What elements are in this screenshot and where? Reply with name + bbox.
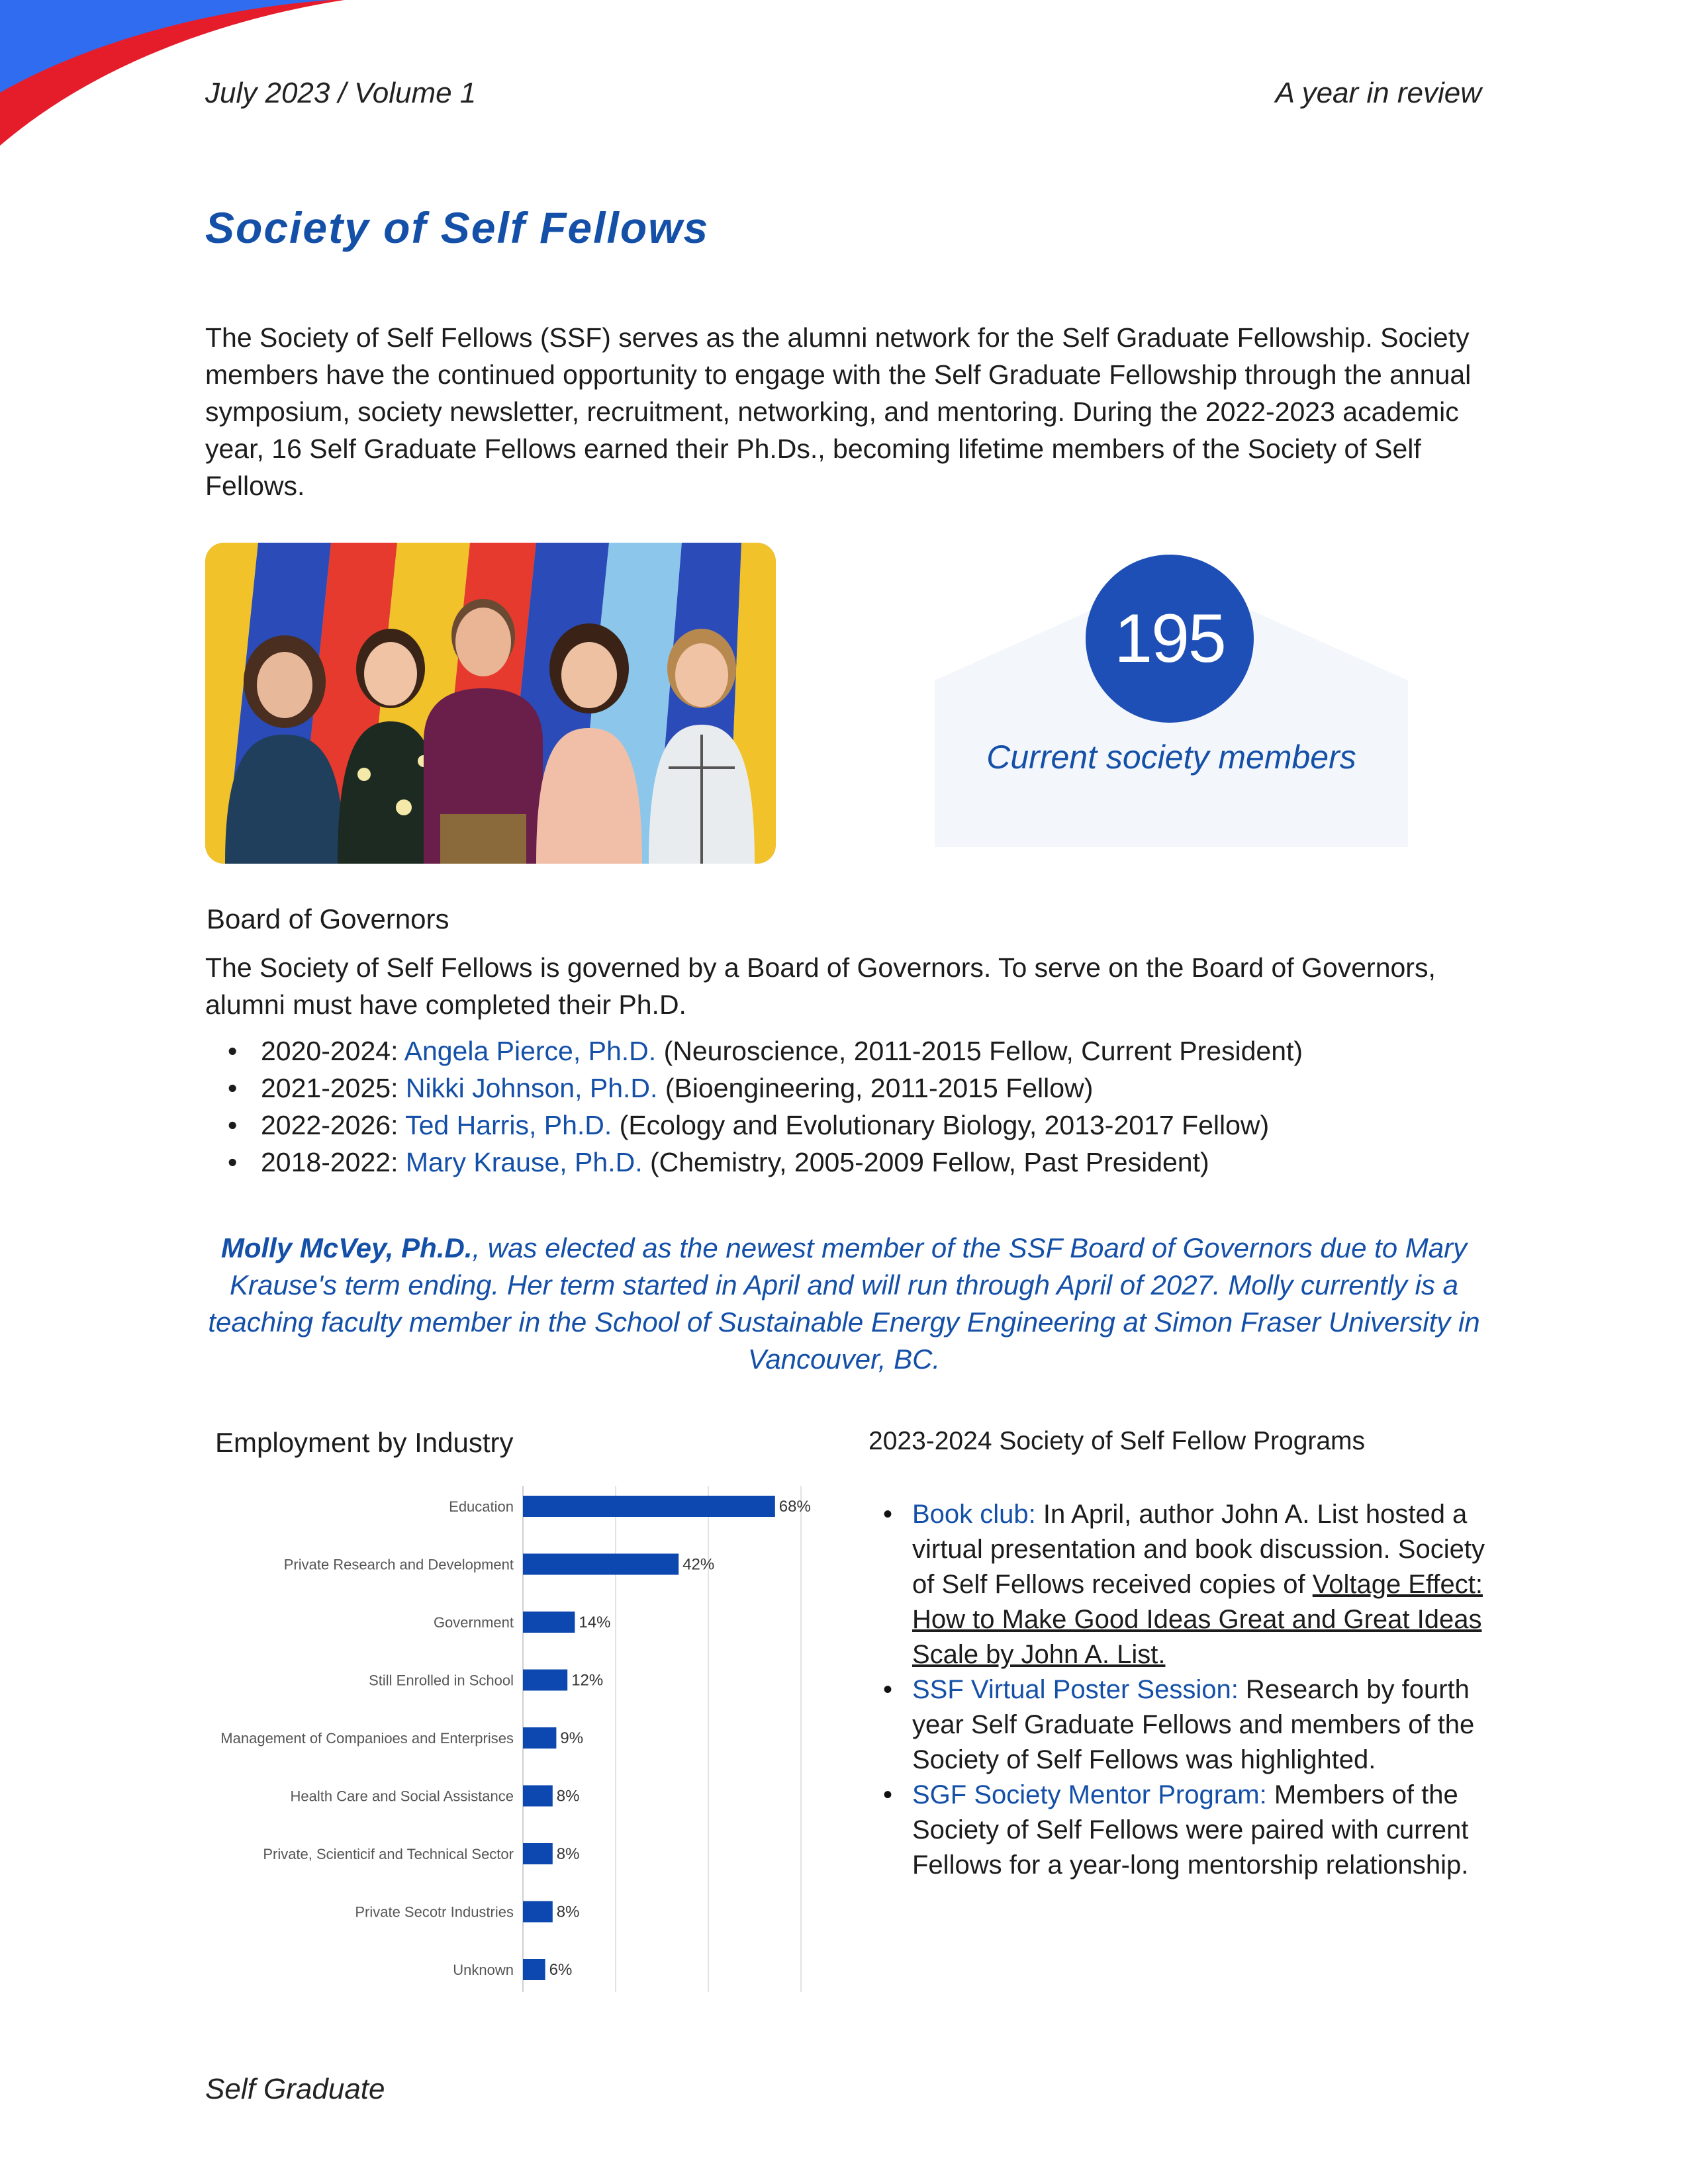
board-member-name: Nikki Johnson, Ph.D. bbox=[405, 1073, 658, 1103]
value-label: 9% bbox=[560, 1729, 584, 1747]
board-member bbox=[261, 1069, 1519, 1107]
member-count-badge: 195 bbox=[1086, 555, 1254, 723]
announcement-name: Molly McVey, Ph.D. bbox=[220, 1232, 473, 1263]
category-label: Health Care and Social Assistance bbox=[290, 1788, 514, 1805]
value-label: 14% bbox=[579, 1614, 611, 1631]
category-label: Still Enrolled in School bbox=[369, 1672, 514, 1689]
book-title: Voltage Effect: How to Make Good Ideas Great and Great Ideas Scale by John A. List. bbox=[912, 1570, 1483, 1669]
program-item bbox=[912, 1778, 1488, 1883]
programs-heading: 2023-2024 Society of Self Fellow Programs bbox=[868, 1427, 1366, 1455]
board-member-term: 2021-2025: bbox=[261, 1073, 406, 1103]
board-member-term: 2018-2022: bbox=[261, 1147, 406, 1177]
issue-tagline: A year in review bbox=[1275, 77, 1481, 109]
group-photo bbox=[205, 543, 776, 864]
board-members-list bbox=[261, 1032, 1519, 1181]
bar bbox=[523, 1670, 567, 1691]
category-label: Private, Scienticif and Technical Sector bbox=[263, 1846, 514, 1862]
announcement-text: , was elected as the newest member of the SSF Board of Governors due to Mary Krause's term ending. Her term started in April and will run through April of 2027. Molly currently is a teaching faculty member in the School of Sustainable Energy Engineering at Simon Fraser University in Vancouver, BC. bbox=[208, 1232, 1480, 1375]
category-label: Education bbox=[449, 1498, 514, 1515]
board-member-detail: (Ecology and Evolutionary Biology, 2013-2017 Fellow) bbox=[612, 1110, 1270, 1140]
programs-list bbox=[912, 1497, 1488, 1883]
issue-date: July 2023 / Volume 1 bbox=[205, 77, 477, 109]
board-member-detail: (Bioengineering, 2011-2015 Fellow) bbox=[657, 1073, 1094, 1103]
board-member-detail: (Neuroscience, 2011-2015 Fellow, Current President) bbox=[656, 1036, 1303, 1066]
value-label: 68% bbox=[778, 1498, 811, 1516]
category-label: Government bbox=[433, 1614, 514, 1631]
board-member-term: 2022-2026: bbox=[261, 1110, 406, 1140]
bar bbox=[523, 1901, 553, 1923]
board-member-name: Angela Pierce, Ph.D. bbox=[404, 1036, 657, 1066]
value-label: 12% bbox=[571, 1671, 604, 1690]
value-label: 8% bbox=[556, 1845, 580, 1863]
category-label: Private Secotr Industries bbox=[355, 1903, 514, 1921]
program-item bbox=[912, 1672, 1488, 1778]
bar bbox=[523, 1727, 556, 1749]
board-member-name: Ted Harris, Ph.D. bbox=[405, 1110, 612, 1140]
program-name: SGF Society Mentor Program: bbox=[912, 1780, 1267, 1809]
employment-chart bbox=[199, 1476, 861, 1992]
bar bbox=[523, 1496, 775, 1517]
category-label: Unknown bbox=[453, 1962, 514, 1978]
board-member bbox=[261, 1032, 1519, 1069]
value-label: 6% bbox=[549, 1961, 573, 1979]
chart-title: Employment by Industry bbox=[215, 1427, 514, 1458]
bar bbox=[523, 1843, 553, 1864]
bar bbox=[523, 1554, 679, 1575]
board-member-term: 2020-2024: bbox=[261, 1036, 404, 1066]
program-name: Book club: bbox=[912, 1500, 1036, 1529]
announcement bbox=[199, 1230, 1489, 1378]
member-count-label: Current society members bbox=[986, 739, 1356, 776]
board-heading: Board of Governors bbox=[207, 903, 449, 934]
board-description: The Society of Self Fellows is governed by a Board of Governors. To serve on the Board of Governors, alumni must have completed their Ph.D. bbox=[205, 952, 1436, 1020]
value-label: 42% bbox=[682, 1555, 715, 1574]
footer: Self Graduate bbox=[205, 2073, 385, 2105]
board-member-name: Mary Krause, Ph.D. bbox=[405, 1147, 643, 1177]
board-member-detail: (Chemistry, 2005-2009 Fellow, Past President) bbox=[642, 1147, 1209, 1177]
category-label: Management of Companioes and Enterprises bbox=[220, 1730, 514, 1747]
bar bbox=[523, 1786, 553, 1807]
program-name: SSF Virtual Poster Session: bbox=[912, 1675, 1239, 1704]
value-label: 8% bbox=[556, 1787, 580, 1805]
program-text: Research by fourth year Self Graduate Fellows and members of the Society of Self Fellows was highlighted. bbox=[912, 1675, 1475, 1774]
board-member bbox=[261, 1107, 1519, 1144]
category-label: Private Research and Development bbox=[283, 1556, 514, 1573]
program-text: Members of the Society of Self Fellows were paired with current Fellows for a year-long mentorship relationship. bbox=[912, 1780, 1469, 1880]
bar bbox=[523, 1959, 545, 1980]
board-member bbox=[261, 1144, 1519, 1181]
intro-paragraph: The Society of Self Fellows (SSF) serves as the alumni network for the Self Graduate Fellowship. Society members have the continued opportunity to engage with the Self Graduate Fellowship through the annual symposium, society newsletter, recruitment, networking, and mentoring. During the 2022-2023 academic year, 16 Self Graduate Fellows earned their Ph.Ds., becoming lifetime members of the Society of Self Fellows. bbox=[205, 322, 1472, 501]
bar bbox=[523, 1612, 575, 1633]
value-label: 8% bbox=[556, 1903, 580, 1921]
program-item bbox=[912, 1497, 1488, 1672]
page-title: Society of Self Fellows bbox=[205, 203, 710, 252]
program-text: In April, author John A. List hosted a virtual presentation and book discussion. Society of Self Fellows received copies of bbox=[912, 1500, 1485, 1599]
